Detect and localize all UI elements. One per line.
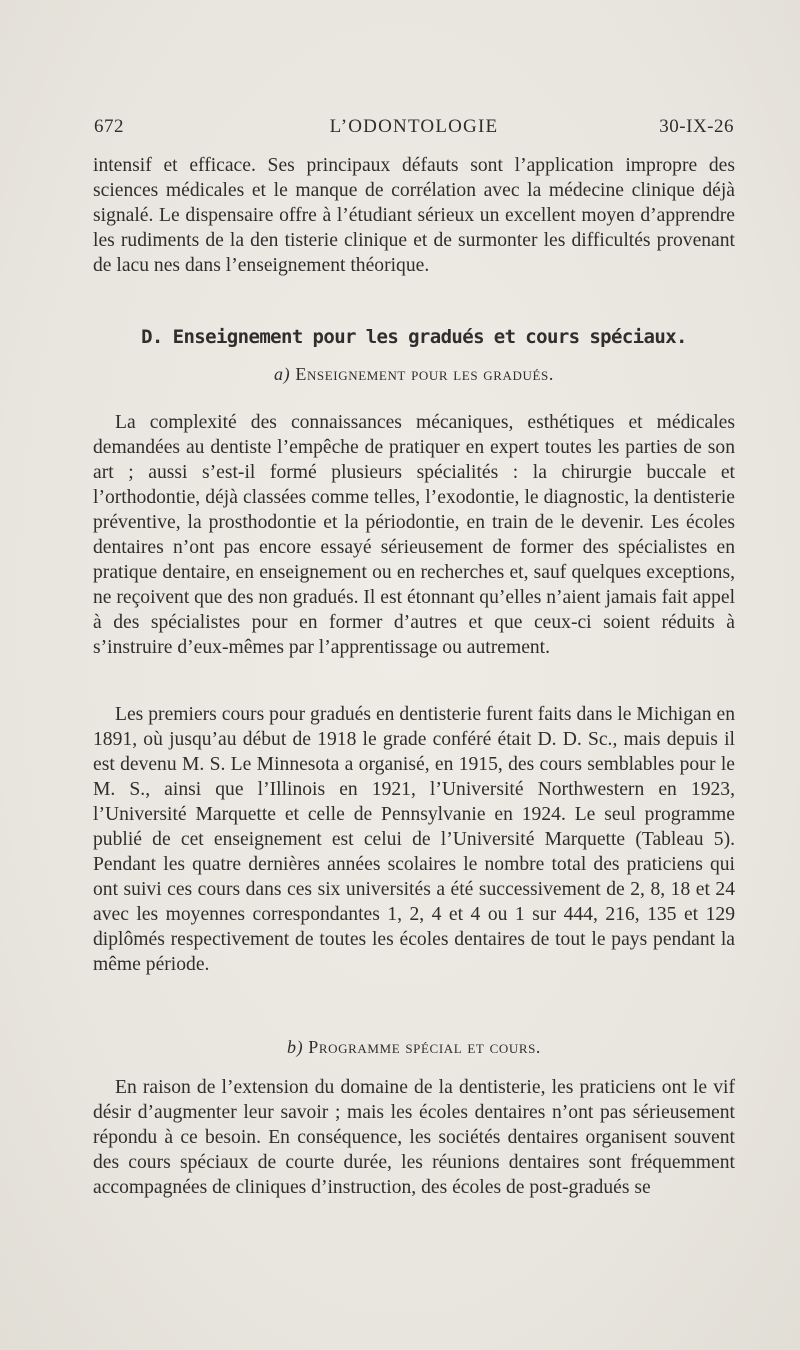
paragraph-intro: intensif et efficace. Ses principaux défauts sont l’application impropre des sciences médicales et le manque de corrélation avec la médecine clinique déjà signalé. Le dispensaire offre à l’étudiant sérieux un excellent moyen d’apprendre les rudiments de la den tisterie clinique et de surmonter les difficultés provenant de lacu nes dans l’enseignement théorique. — [93, 155, 735, 276]
subheading-a-text: Enseignement pour les gradués. — [295, 364, 554, 384]
subheading-b — [93, 1037, 735, 1058]
issue-date: 30-IX-26 — [659, 116, 734, 137]
subheading-a — [93, 364, 735, 385]
paragraph-raison: En raison de l’extension du domaine de la dentisterie, les praticiens ont le vif désir d’augmenter leur savoir ; mais les écoles dentaires n’ont pas sérieusement répondu à ce besoin. En conséquence, les sociétés dentaires organisent souvent des cours spéciaux de courte durée, les réunions dentaires sont fréquemment accompagnées de cliniques d’instruction, des écoles de post-gradués se — [93, 1077, 735, 1198]
subheading-b-letter: b) — [286, 1037, 304, 1057]
running-head — [94, 116, 734, 142]
subheading-a-letter: a) — [274, 364, 291, 384]
journal-title: L’ODONTOLOGIE — [329, 116, 499, 137]
subheading-b-text: Programme spécial et cours. — [308, 1037, 542, 1057]
paragraph-complexite: La complexité des connaissances mécaniques, esthétiques et médicales demandées au dentiste l’empêche de pratiquer en expert toutes les parties de son art ; aussi s’est-il formé plusieurs spécialités : la chirurgie buccale et l’orthodontie, déjà classées comme telles, l’exodontie, le diagnostic, la dentisterie préventive, la prosthodontie et la périodontie, en train de le devenir. Les écoles dentaires n’ont pas encore essayé sérieusement de former des spécialistes en pratique dentaire, en enseignement ou en recherches et, sauf quelques exceptions, ne reçoivent que des non gradués. Il est étonnant qu’elles n’aient jamais fait appel à des spécialistes pour en former d’autres et que ceux-ci soient réduits à s’instruire d’eux-mêmes par l’apprentissage ou autrement. — [93, 412, 736, 658]
paragraph-premiers-cours: Les premiers cours pour gradués en dentisterie furent faits dans le Michigan en 1891, où jusqu’au début de 1918 le grade conféré était D. D. Sc., mais depuis il est devenu M. S. Le Minnesota a organisé, en 1915, des cours semblables pour le M. S., ainsi que l’Illinois en 1921, l’Université Northwestern en 1923, l’Université Marquette et celle de Pennsylvanie en 1924. Le seul programme publié de cet enseignement est celui de l’Université Marquette (Tableau 5). Pendant les quatre dernières années scolaires le nombre total des praticiens qui ont suivi ces cours dans ces six universités a été successivement de 2, 8, 18 et 24 avec les moyennes correspondantes 1, 2, 4 et 4 ou 1 sur 444, 216, 135 et 129 diplômés respectivement de toutes les écoles dentaires de tout le pays pendant la même période. — [93, 704, 735, 975]
page-number: 672 — [94, 116, 124, 137]
section-heading-d: D. Enseignement pour les gradués et cours spéciaux. — [141, 326, 687, 348]
